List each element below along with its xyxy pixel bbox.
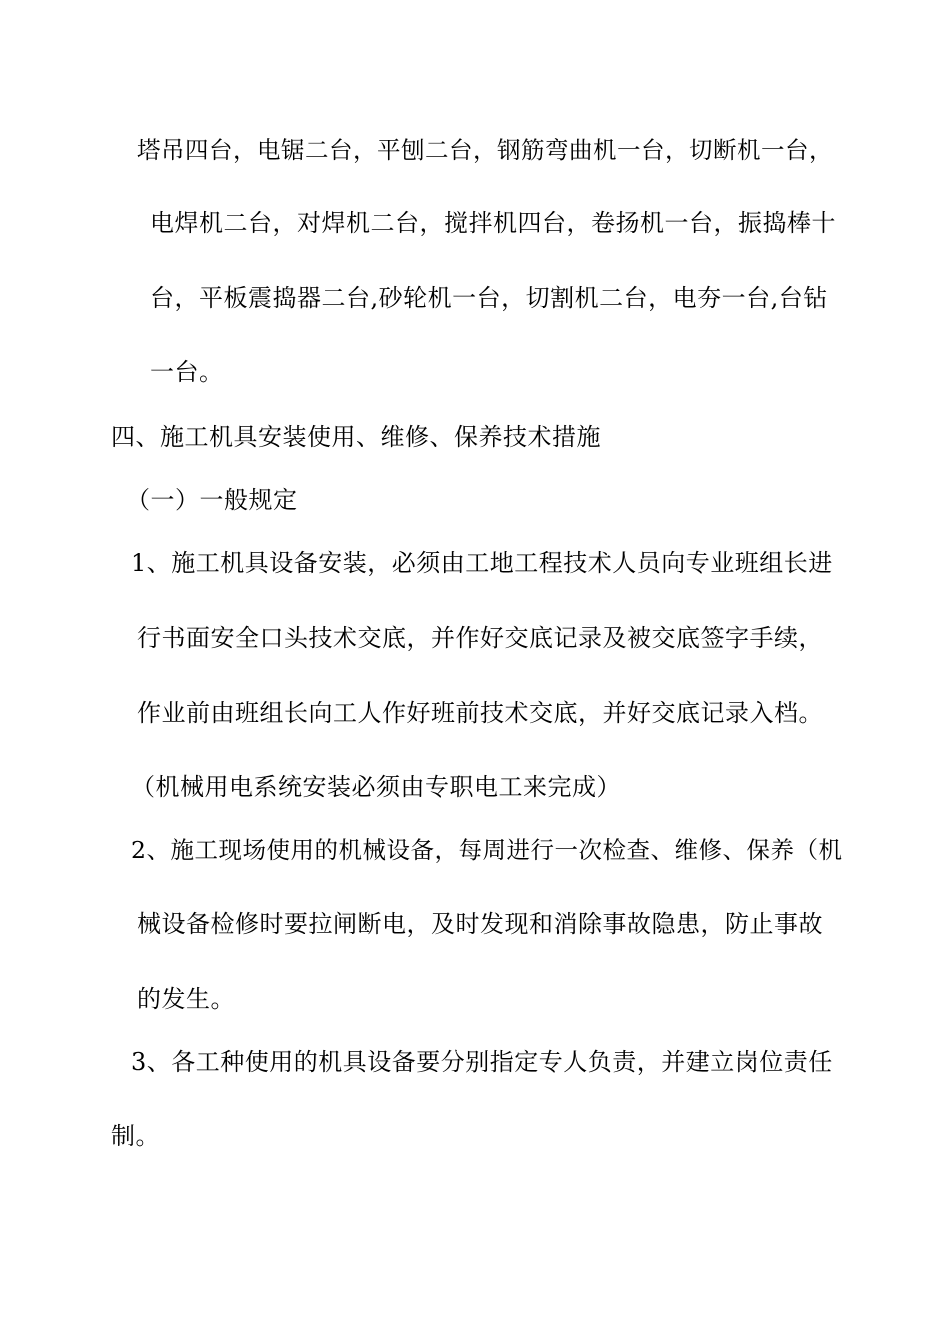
text-line-2: 电焊机二台，对焊机二台，搅拌机四台，卷扬机一台，振捣棒十 xyxy=(150,209,836,237)
text-line-14: 3、各工种使用的机具设备要分别指定专人负责，并建立岗位责任 xyxy=(131,1048,833,1076)
text-line-3: 台，平板震捣器二台,砂轮机一台，切割机二台，电夯一台,台钻 xyxy=(150,284,828,312)
section-heading: 四、施工机具安装使用、维修、保养技术措施 xyxy=(111,423,601,451)
text-line-12: 械设备检修时要拉闸断电，及时发现和消除事故隐患，防止事故 xyxy=(137,910,823,938)
text-line-1: 塔吊四台，电锯二台，平刨二台，钢筋弯曲机一台，切断机一台， xyxy=(137,136,833,164)
text-line-15: 制。 xyxy=(111,1122,160,1150)
text-line-8: 行书面安全口头技术交底，并作好交底记录及被交底签字手续， xyxy=(137,624,823,652)
text-line-4: 一台。 xyxy=(150,358,224,386)
text-line-7: 1、施工机具设备安装，必须由工地工程技术人员向专业班组长进 xyxy=(131,549,833,577)
text-line-13: 的发生。 xyxy=(137,985,235,1013)
text-line-11: 2、施工现场使用的机械设备，每周进行一次检查、维修、保养（机 xyxy=(131,836,843,864)
text-line-10: （机械用电系统安装必须由专职电工来完成） xyxy=(131,773,621,801)
text-line-9: 作业前由班组长向工人作好班前技术交底，并好交底记录入档。 xyxy=(137,699,823,727)
subsection-heading: （一）一般规定 xyxy=(126,486,298,514)
